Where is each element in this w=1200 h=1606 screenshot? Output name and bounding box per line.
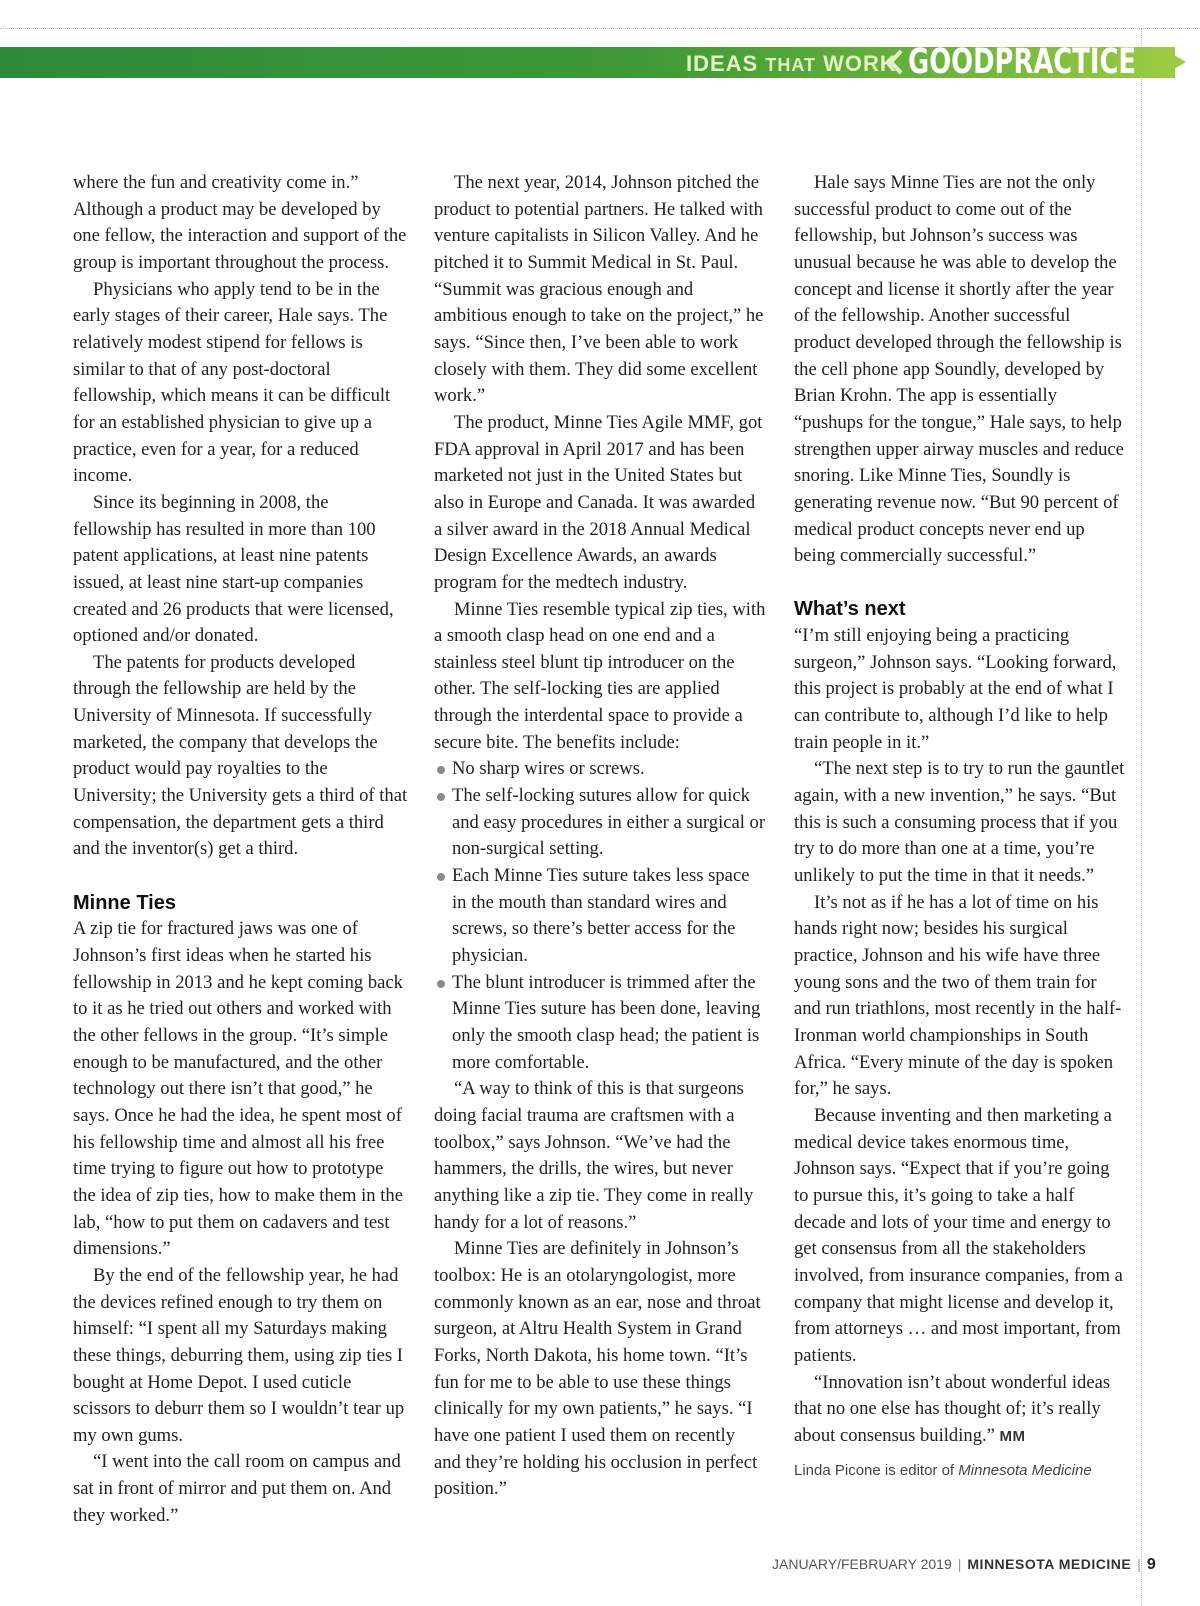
issue-date: JANUARY/FEBRUARY 2019 bbox=[772, 1556, 952, 1572]
paragraph: “I went into the call room on campus and sat in front of mirror and put them on. And they worked.” bbox=[73, 1451, 401, 1526]
paragraph: Hale says Minne Ties are not the only successful product to come out of the fellowship, but Johnson’s success was unusual because he was able to develop the concept and license it shortly after the year of the fellowship. Another successful product developed through the fellowship is the cell phone app Soundly, developed by Brian Krohn. The app is essentially “pushups for the tongue,” Hale says, to help strengthen upper airway muscles and reduce snoring. Like Minne Ties, Soundly is generating revenue now. “But 90 percent of medical product concepts never end up being commercially successful.” bbox=[794, 172, 1124, 567]
end-signature: MM bbox=[999, 1427, 1026, 1445]
paragraph: The patents for products developed through the fellowship are held by the University of Minnesota. If successfully marketed, the company that develops the product would pay royalties to the University; the University gets a third of that compensation, the department gets a third and the inventor(s) get a third. bbox=[73, 651, 408, 860]
list-item bbox=[434, 970, 766, 1077]
list-item bbox=[434, 863, 766, 970]
bullet-icon bbox=[437, 766, 445, 774]
crop-mark-top bbox=[0, 28, 1200, 29]
paragraph: It’s not as if he has a lot of time on his hands right now; besides his surgical practice, Johnson and his wife have three young sons and the two of them train for and run triathlons, most recently in the half-Ironman world championships in South Africa. “Every minute of the day is spoken for,” he says. bbox=[794, 891, 1122, 1100]
paragraph-closing bbox=[794, 1370, 1126, 1451]
footer-divider: | bbox=[957, 1556, 962, 1572]
author-note-text: Linda Picone is editor of bbox=[794, 1462, 955, 1480]
bullet-icon bbox=[437, 873, 445, 881]
banner-word-ideas: IDEAS bbox=[686, 51, 759, 76]
banner-arrow-tip bbox=[1160, 47, 1186, 77]
paragraph: Since its beginning in 2008, the fellowship has resulted in more than 100 patent applications, at least nine patents issued, at least nine start-up companies created and 26 products that were licensed, optioned and/or donated. bbox=[73, 491, 394, 647]
page-footer bbox=[772, 1551, 1156, 1577]
page-number: 9 bbox=[1146, 1556, 1156, 1573]
paragraph: The next year, 2014, Johnson pitched the product to potential partners. He talked with venture capitalists in Silicon Valley. And he pitched it to Summit Medical in St. Paul. “Summit was gracious enough and ambitious enough to take on the project,” he says. “Since then, I’ve been able to work closely with them. They did some excellent work.” bbox=[434, 172, 764, 407]
section-label-ideas-that-work bbox=[686, 49, 897, 78]
paragraph: Minne Ties are definitely in Johnson’s toolbox: He is an otolaryngologist, more commonly known as an ear, nose and throat surgeon, at Altru Health System in Grand Forks, North Dakota, his home town. “It’s fun for me to be able to use these things clinically for my own patients,” he says. “I have one patient I used them on recently and they’re holding his occlusion in perfect position.” bbox=[434, 1238, 761, 1500]
list-item bbox=[434, 756, 766, 783]
article-column-3 bbox=[794, 170, 1126, 1485]
article-column-1 bbox=[73, 170, 409, 1529]
article-column-2 bbox=[434, 170, 766, 1503]
paragraph: By the end of the fellowship year, he had the devices refined enough to try them on himself: “I spent all my Saturdays making these things, deburring them, using zip ties I bought at Home Depot. I used cuticle scissors to deburr them so I wouldn’t tear up my own gums. bbox=[73, 1264, 405, 1446]
list-item-text: The blunt introducer is trimmed after the Minne Ties suture has been done, leaving only the smooth clasp head; the patient is more comfortable. bbox=[452, 971, 761, 1073]
paragraph: “A way to think of this is that surgeons doing facial trauma are craftsmen with a toolbox,” says Johnson. “We’ve had the hammers, the drills, the wires, but never anything like a zip tie. They come in really handy for a lot of reasons.” bbox=[434, 1078, 754, 1233]
subheading-minne-ties: Minne Ties bbox=[73, 891, 176, 914]
list-item-text: Each Minne Ties suture takes less space in the mouth than standard wires and screws, so there’s better access for the physician. bbox=[452, 865, 750, 967]
paragraph: A zip tie for fractured jaws was one of Johnson’s first ideas when he started his fellowship in 2013 and he kept coming back to it as he tried out others and worked with the other fellows in the group. “It’s simple enough to be manufactured, and the other technology out there isn’t that good,” he says. Once he had the idea, he spent most of his fellowship time and almost all his free time trying to figure out how to prototype the idea of zip ties, how to make them in the lab, “how to put them on cadavers and test dimensions.” bbox=[73, 918, 403, 1260]
spacer bbox=[794, 570, 1126, 597]
list-item-text: The self-locking sutures allow for quick and easy procedures in either a surgical or non-surgical setting. bbox=[452, 785, 766, 860]
subheading-whats-next: What’s next bbox=[794, 598, 906, 621]
spacer bbox=[73, 863, 409, 890]
list-item-text: No sharp wires or screws. bbox=[452, 758, 645, 780]
list-item bbox=[434, 783, 766, 863]
publication-name: MINNESOTA MEDICINE bbox=[967, 1556, 1132, 1572]
paragraph: Minne Ties resemble typical zip ties, with a smooth clasp head on one end and a stainless steel blunt tip introducer on the other. The self-locking ties are applied through the interdental space to provide a secure bite. The benefits include: bbox=[434, 598, 766, 753]
paragraph: “The next step is to try to run the gauntlet again, with a new invention,” he says. “But this is such a consuming process that if you try to do more than one at a time, you’re unlikely to put the time in that it needs.” bbox=[794, 758, 1125, 887]
paragraph: Because inventing and then marketing a medical device takes enormous time, Johnson says. “Expect that if you’re going to pursue this, it’s going to take a half decade and lots of your time and energy to get consensus from all the stakeholders involved, from insurance companies, from a company that might license and develop it, from attorneys … and most important, from patients. bbox=[794, 1104, 1123, 1366]
author-note bbox=[794, 1458, 1126, 1485]
banner-word-work: WORK bbox=[823, 51, 897, 76]
paragraph: Physicians who apply tend to be in the early stages of their career, Hale says. The relatively modest stipend for fellows is similar to that of any post-doctoral fellowship, which means it can be difficult for an established physician to give up a practice, even for a year, for a reduced income. bbox=[73, 278, 391, 487]
chevron-left-icon bbox=[888, 49, 904, 75]
author-note-publication: Minnesota Medicine bbox=[958, 1462, 1092, 1480]
paragraph: The product, Minne Ties Agile MMF, got FDA approval in April 2017 and has been marketed not just in the United States but also in Europe and Canada. It was awarded a silver award in the 2018 Annual Medical Design Excellence Awards, an awards program for the medtech industry. bbox=[434, 411, 763, 593]
footer-divider: | bbox=[1137, 1556, 1141, 1572]
benefits-list bbox=[434, 756, 766, 1076]
banner-word-that: THAT bbox=[765, 55, 817, 75]
paragraph: “I’m still enjoying being a practicing surgeon,” Johnson says. “Looking forward, this project is probably at the end of what I can contribute to, although I’d like to help train people in it.” bbox=[794, 625, 1117, 753]
section-brand-goodpractice: GOODPRACTICE bbox=[908, 42, 1137, 82]
bullet-icon bbox=[437, 980, 445, 988]
paragraph: where the fun and creativity come in.” Although a product may be developed by one fellow, the interaction and support of the group is important throughout the process. bbox=[73, 172, 407, 273]
crop-mark-right bbox=[1141, 28, 1142, 1606]
bullet-icon bbox=[437, 793, 445, 801]
closing-text: “Innovation isn’t about wonderful ideas that no one else has thought of; it’s really about consensus building.” bbox=[794, 1371, 1111, 1446]
